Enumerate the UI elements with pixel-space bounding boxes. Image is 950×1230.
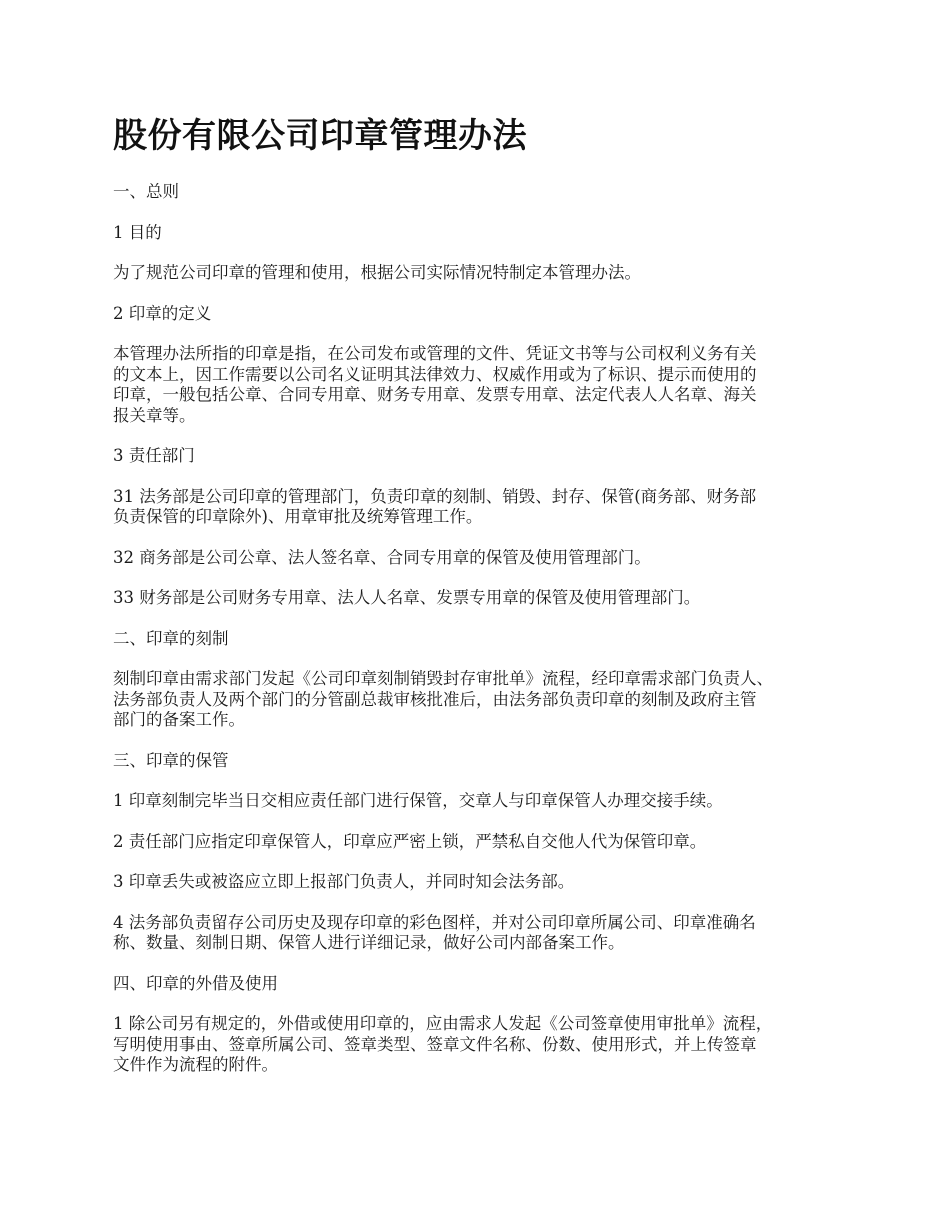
paragraph — [113, 669, 853, 731]
text-line: 3 责任部门 — [113, 446, 195, 465]
text-line: 四、印章的外借及使用 — [113, 973, 278, 993]
text-line: 法务部负责人及两个部门的分管副总裁审核批准后，由法务部负责印章的刻制及政府主管 — [113, 689, 757, 709]
text-line: 印章，一般包括公章、合同专用章、财务专用章、发票专用章、法定代表人人名章、海关 — [113, 385, 757, 404]
text-line: 刻制印章由需求部门发起《公司印章刻制销毁封存审批单》流程，经印章需求部门负责人、 — [113, 669, 773, 688]
text-line: 33 财务部是公司财务专用章、法人人名章、发票专用章的保管及使用管理部门。 — [113, 588, 701, 607]
document-page — [113, 112, 853, 1096]
text-line: 部门的备案工作。 — [113, 710, 245, 729]
document-body — [113, 182, 853, 1076]
text-line: 二、印章的刻制 — [113, 628, 229, 648]
text-line: 32 商务部是公司公章、法人签名章、合同专用章的保管及使用管理部门。 — [113, 547, 651, 567]
paragraph — [113, 263, 853, 284]
text-line: 的文本上，因工作需要以公司名义证明其法律效力、权威作用或为了标识、提示而使用的 — [113, 364, 757, 384]
paragraph — [113, 872, 853, 893]
text-line: 文件作为流程的附件。 — [113, 1055, 278, 1074]
paragraph — [113, 487, 853, 528]
paragraph — [113, 182, 853, 203]
text-line: 一、总则 — [113, 182, 179, 201]
text-line: 报关章等。 — [113, 405, 196, 425]
text-line: 3 印章丢失或被盗应立即上报部门负责人，并同时知会法务部。 — [113, 872, 575, 891]
text-line: 本管理办法所指的印章是指，在公司发布或管理的文件、凭证文书等与公司权利义务有关 — [113, 344, 757, 363]
paragraph — [113, 446, 853, 467]
paragraph — [113, 588, 853, 609]
text-line: 4 法务部负责留存公司历史及现存印章的彩色图样，并对公司印章所属公司、印章准确名 — [113, 912, 756, 932]
text-line: 2 责任部门应指定印章保管人，印章应严密上锁，严禁私自交他人代为保管印章。 — [113, 831, 707, 851]
page-title: 股份有限公司印章管理办法 — [113, 116, 527, 156]
text-line: 31 法务部是公司印章的管理部门，负责印章的刻制、销毁、封存、保管(商务部、财务部 — [113, 486, 757, 506]
text-line: 2 印章的定义 — [113, 303, 212, 323]
text-line: 1 印章刻制完毕当日交相应责任部门进行保管，交章人与印章保管人办理交接手续。 — [113, 791, 723, 810]
paragraph — [113, 974, 853, 995]
text-line: 为了规范公司印章的管理和使用，根据公司实际情况特制定本管理办法。 — [113, 263, 641, 282]
paragraph — [113, 223, 853, 244]
text-line: 1 目的 — [113, 222, 162, 242]
text-line: 写明使用事由、签章所属公司、签章类型、签章文件名称、份数、使用形式，并上传签章 — [113, 1034, 757, 1054]
paragraph — [113, 629, 853, 650]
paragraph — [113, 344, 853, 426]
text-line: 1 除公司另有规定的，外借或使用印章的，应由需求人发起《公司签章使用审批单》流程， — [113, 1014, 773, 1033]
paragraph — [113, 304, 853, 325]
paragraph — [113, 832, 853, 853]
text-line: 称、数量、刻制日期、保管人进行详细记录，做好公司内部备案工作。 — [113, 933, 625, 952]
text-line: 负责保管的印章除外)、用章审批及统筹管理工作。 — [113, 507, 483, 526]
paragraph — [113, 751, 853, 772]
paragraph — [113, 1014, 853, 1076]
paragraph — [113, 913, 853, 954]
paragraph — [113, 791, 853, 812]
paragraph — [113, 548, 853, 569]
text-line: 三、印章的保管 — [113, 750, 229, 770]
